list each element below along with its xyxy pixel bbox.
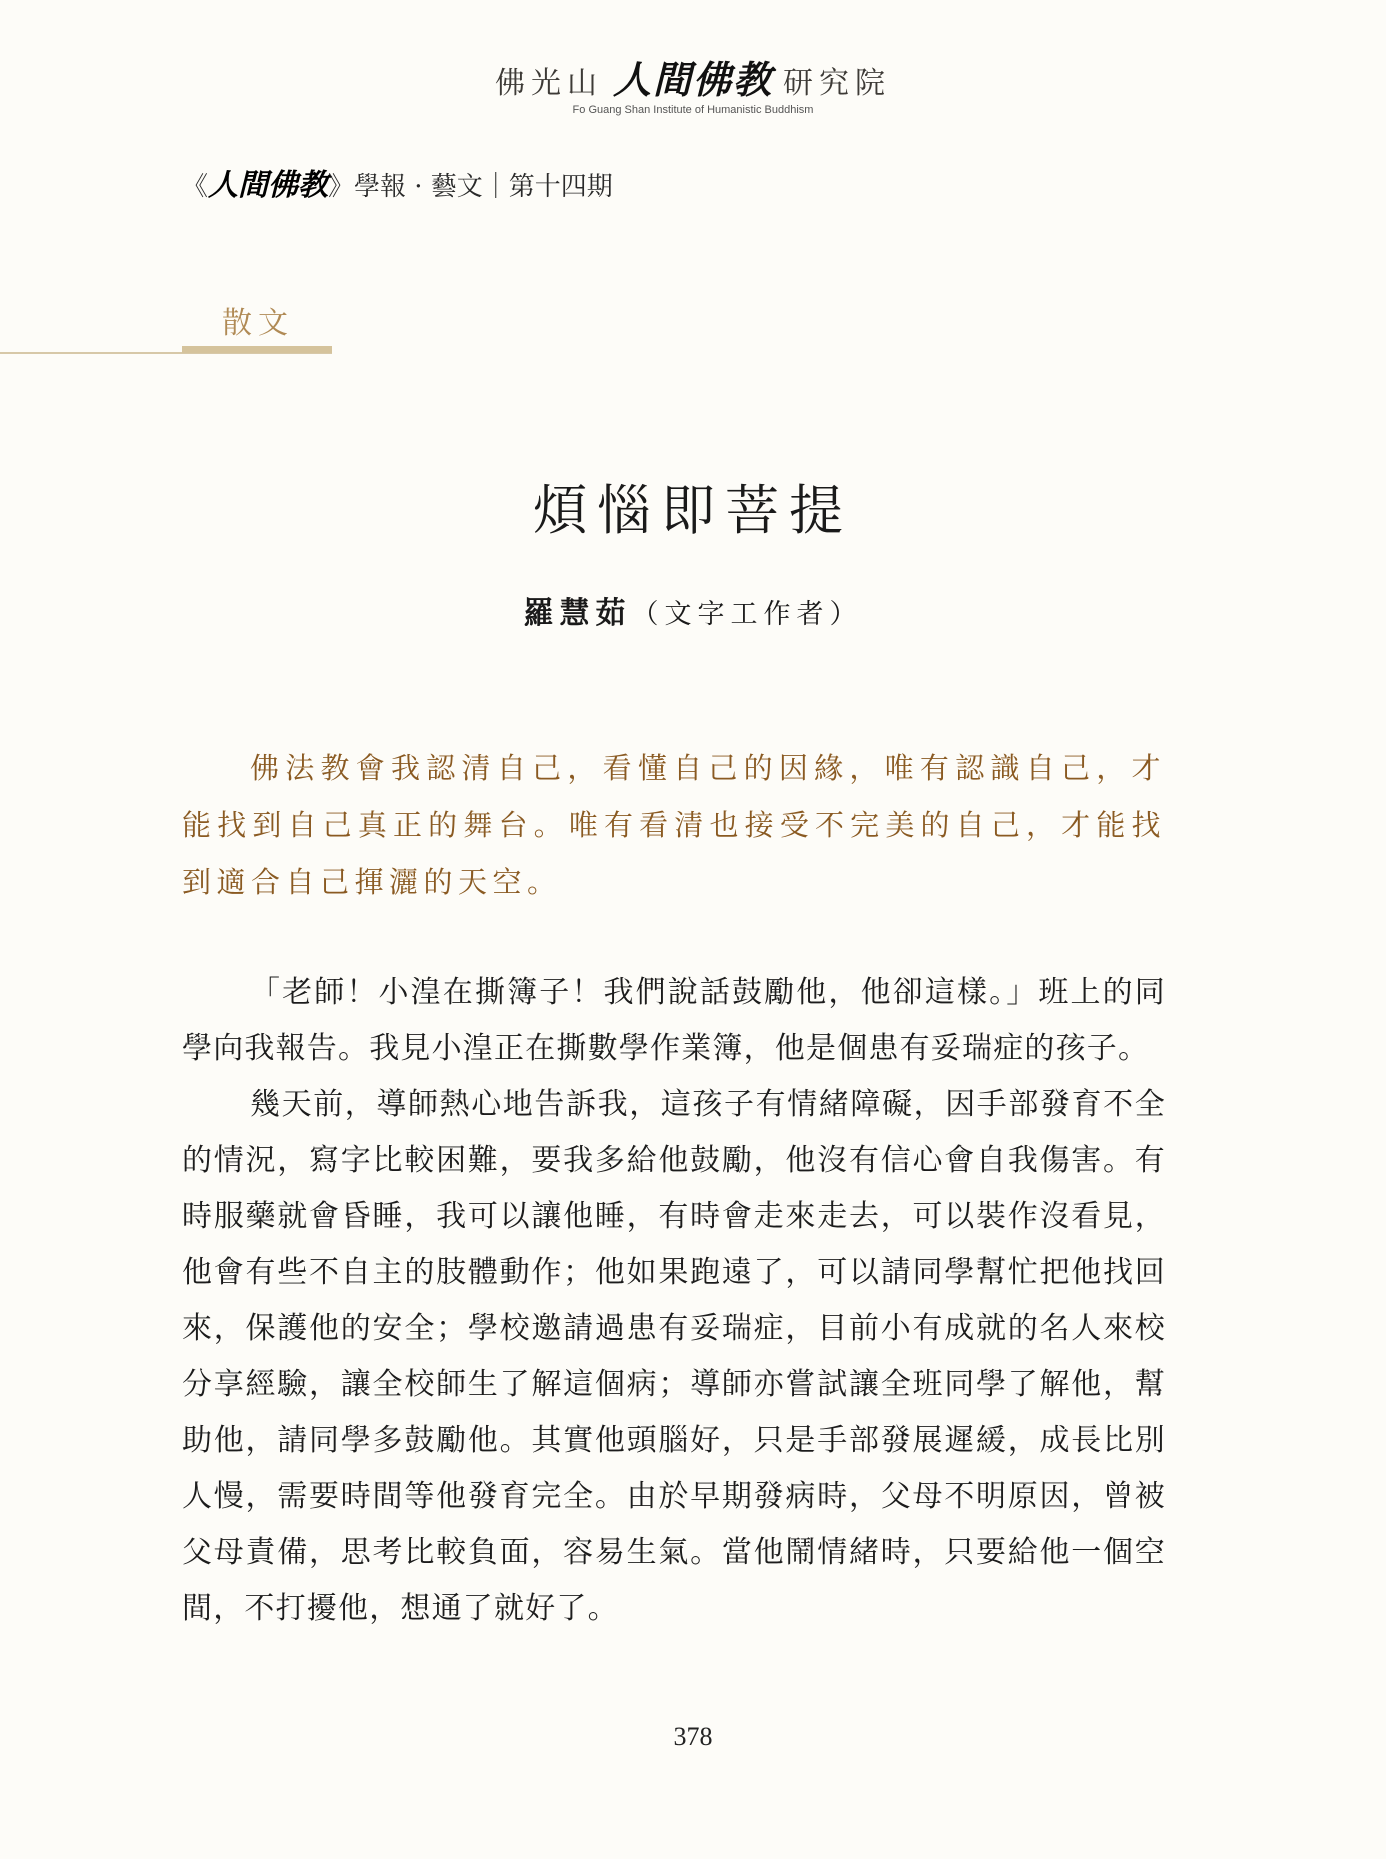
article-epigraph: 佛法教會我認清自己，看懂自己的因緣，唯有認識自己，才能找到自己真正的舞台。唯有看清也接受不完美的自己，才能找到適合自己揮灑的天空。 xyxy=(182,751,1166,899)
institute-header xyxy=(0,57,1386,116)
author-affiliation: （文字工作者） xyxy=(631,599,863,630)
author-name: 羅慧茹 xyxy=(523,596,632,631)
page-number: 378 xyxy=(673,1722,713,1751)
article-body xyxy=(182,965,1166,1637)
body-paragraph: 幾天前，導師熱心地告訴我，這孩子有情緒障礙，因手部發育不全的情況，寫字比較困難，要我多給他鼓勵，他沒有信心會自我傷害。有時服藥就會昏睡，我可以讓他睡，有時會走來走去，可以裝作沒看見，他會有些不自主的肢體動作；他如果跑遠了，可以請同學幫忙把他找回來，保護他的安全；學校邀請過患有妥瑞症，目前小有成就的名人來校分享經驗，讓全校師生了解這個病；導師亦嘗試讓全班同學了解他，幫助他，請同學多鼓勵他。其實他頭腦好，只是手部發展遲緩，成長比別人慢，需要時間等他發育完全。由於早期發病時，父母不明原因，曾被父母責備，思考比較負面，容易生氣。當他鬧情緒時，只要給他一個空間，不打擾他，想通了就好了。 xyxy=(182,1087,1166,1626)
journal-open-bracket: 《 xyxy=(182,172,209,202)
institute-brand-logo: 人間佛教 xyxy=(612,57,773,102)
article-title: 煩惱即菩提 xyxy=(533,479,853,542)
institute-suffix: 研究院 xyxy=(783,66,891,101)
journal-issue: 》學報 · 藝文｜第十四期 xyxy=(328,172,613,202)
institute-english-name: Fo Guang Shan Institute of Humanistic Buddhism xyxy=(572,104,814,116)
section-underline xyxy=(182,346,332,353)
journal-name: 人間佛教 xyxy=(208,168,329,203)
author-line xyxy=(0,588,1386,632)
institute-prefix: 佛光山 xyxy=(494,66,603,101)
body-paragraph: 「老師！小湟在撕簿子！我們說話鼓勵他，他卻這樣。」班上的同學向我報告。我見小湟正在撕數學作業簿，他是個患有妥瑞症的孩子。 xyxy=(182,975,1166,1066)
institute-name xyxy=(0,57,1386,104)
journal-running-head xyxy=(182,160,613,204)
section-label: 散文 xyxy=(222,306,294,341)
